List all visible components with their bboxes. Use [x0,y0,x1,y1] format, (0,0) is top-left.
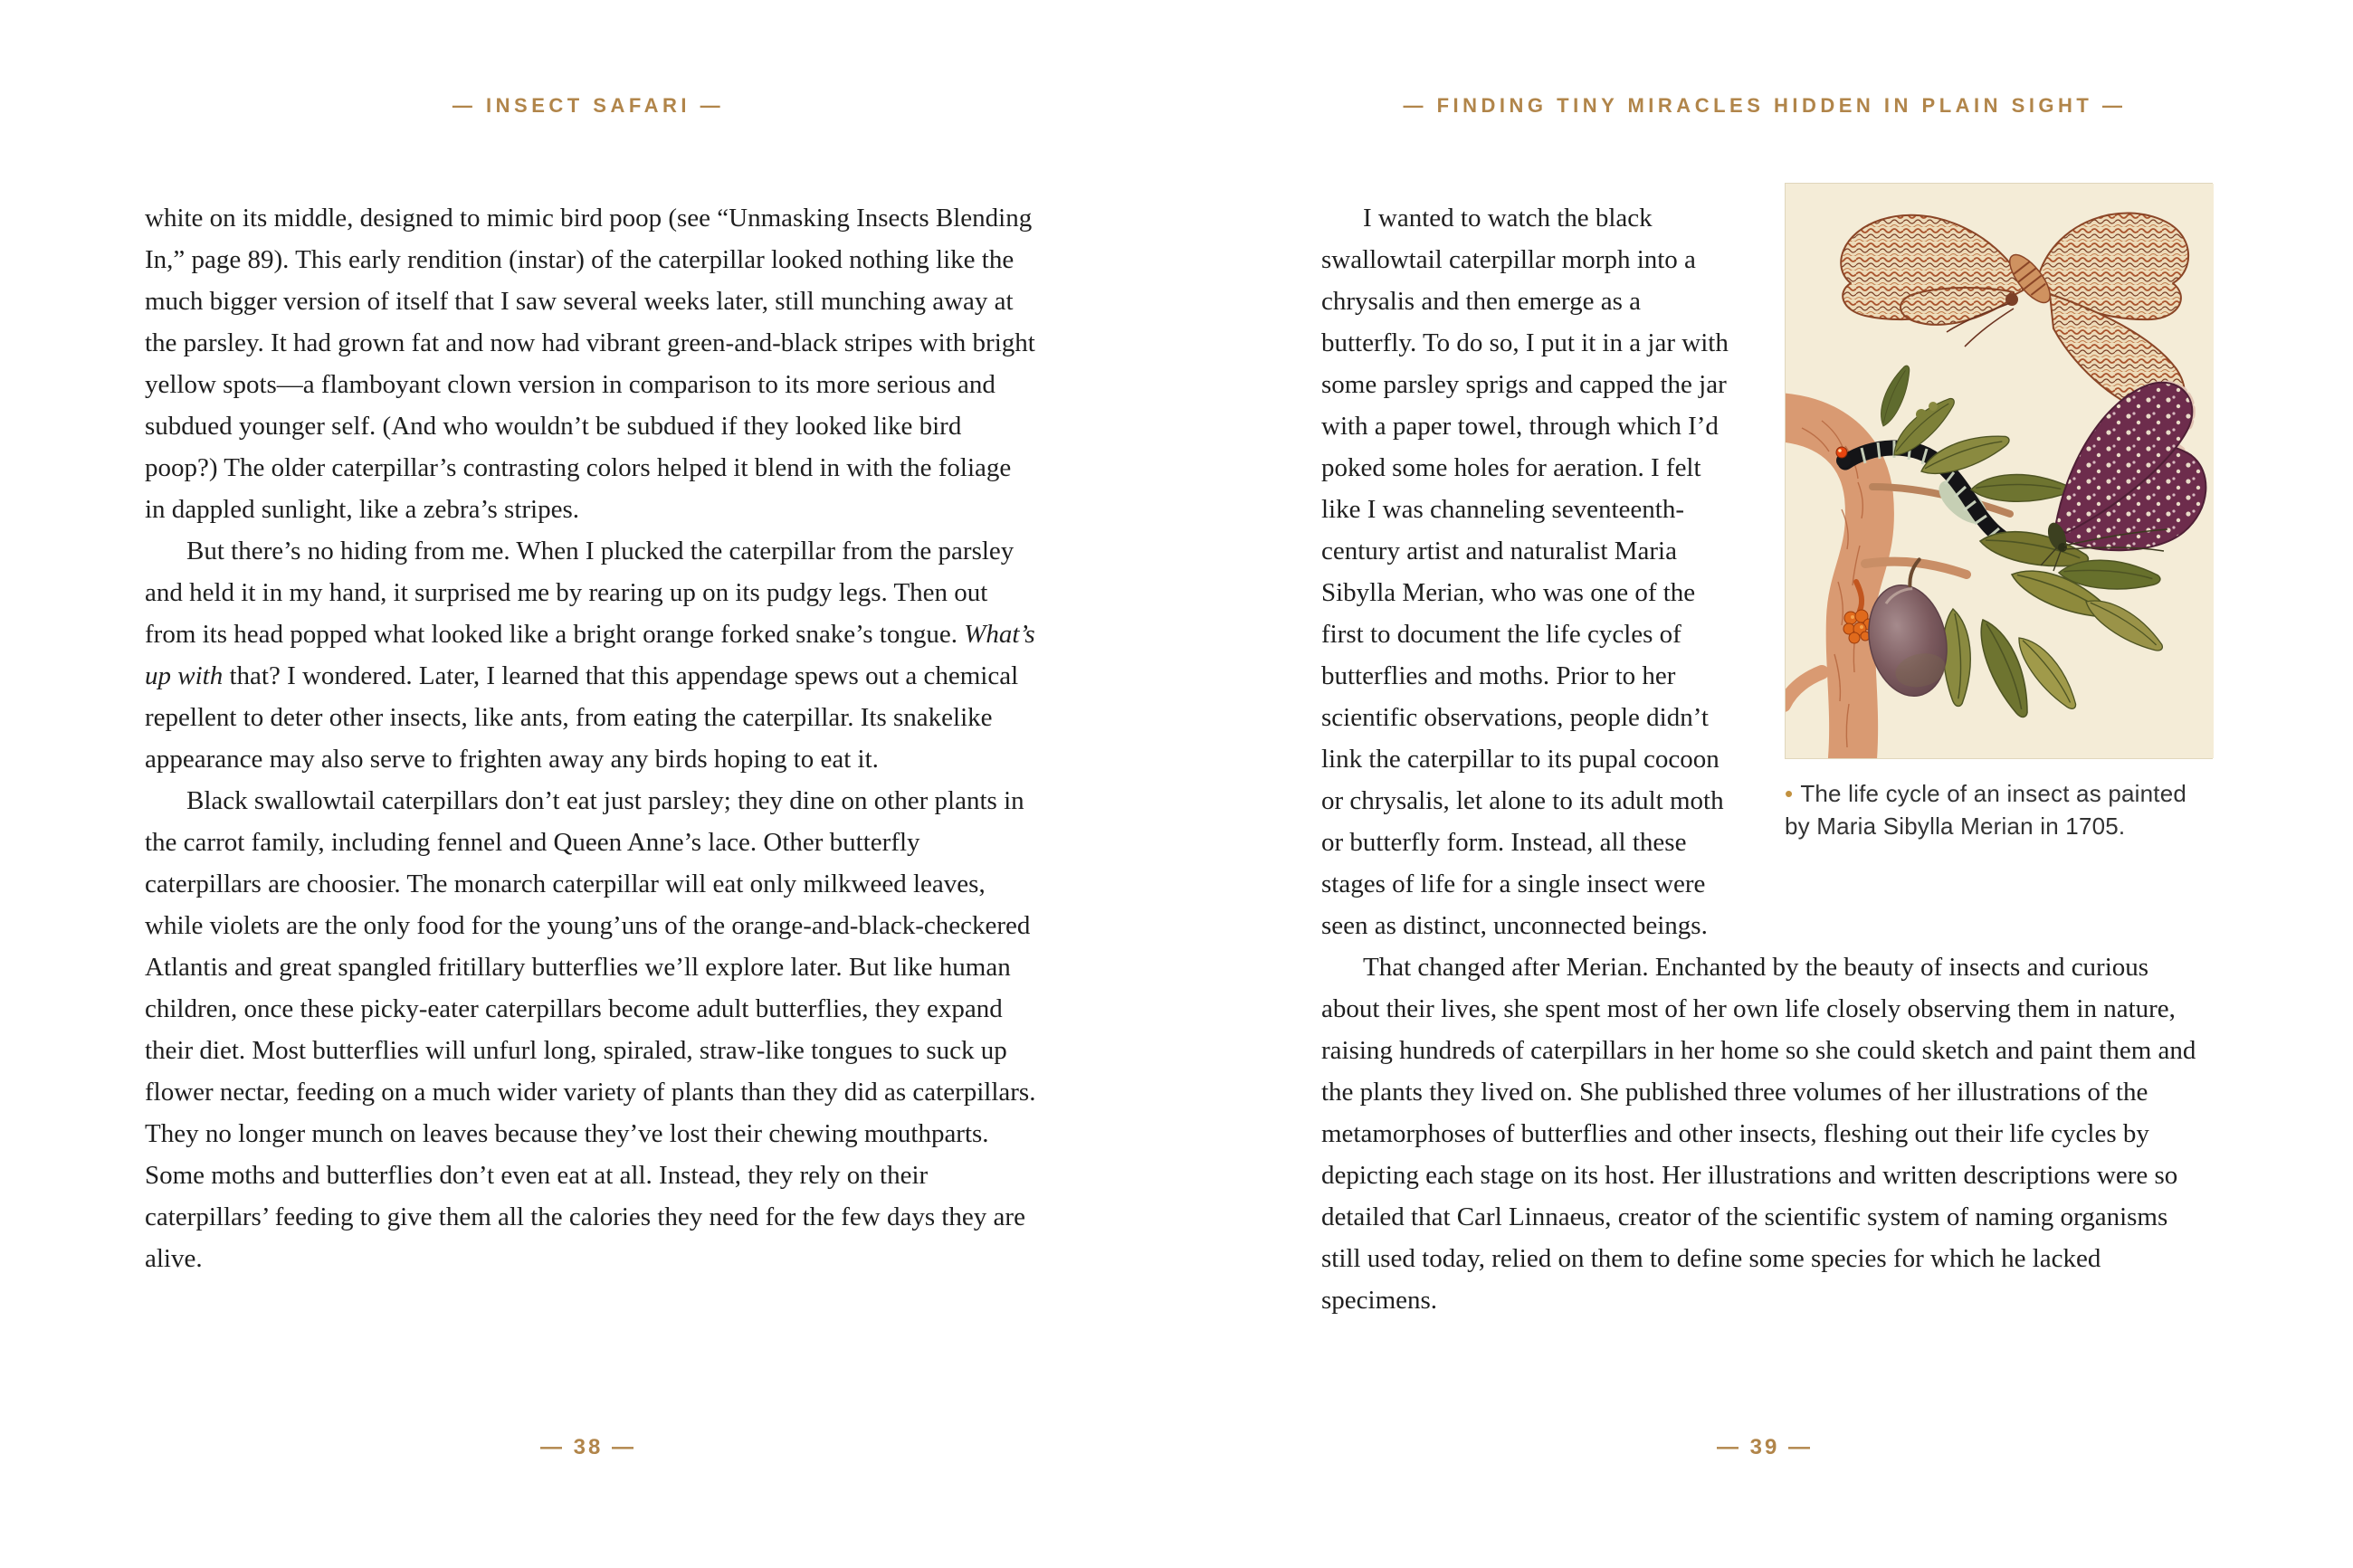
paragraph-text: that? I wondered. Later, I learned that this appendage spews out a chemical repellent to deter other insects, like ants, from eating the caterpillar. Its snakelike appearance may also serve to frighten away any birds hoping to eat it. [145,661,1019,774]
paragraph-text: But there’s no hiding from me. When I plucked the caterpillar from the parsley and held it in my hand, it surprised me by rearing up on its pudgy legs. Then out from its head popped what looked like a bright orange forked snake’s tongue. [145,537,1015,649]
paragraph [145,530,1036,780]
page-left [0,0,1176,1568]
merian-illustration-svg [1786,184,2214,758]
page-number-left: — 38 — [539,1435,637,1459]
caption-text: The life cycle of an insect as painted by Maria Sibylla Merian in 1705. [1785,780,2187,840]
running-header-right: — FINDING TINY MIRACLES HIDDEN IN PLAIN SIGHT — [1403,94,2127,117]
italic-phrase: What’s up with [145,620,1035,690]
left-body-text [145,197,1036,1279]
paragraph: I wanted to watch the black swallowtail caterpillar morph into a chrysalis and then emerge as a butterfly. To do so, I put it in a jar with some parsley sprigs and capped the jar with a paper towel, through which I’d poked some holes for aeration. I felt like I was channeling seventeenth-century artist and naturalist Maria Sibylla Merian, who was one of the first to document the life cycles of butterflies and moths. Prior to her scientific observations, people didn’t link the caterpillar to its pupal cocoon or chrysalis, let alone to its adult moth or butterfly form. Instead, all these stages of life for a single insect were seen as distinct, unconnected beings. [1321,204,1729,940]
paragraph: white on its middle, designed to mimic bird poop (see “Unmasking Insects Blending In,” page 89). This early rendition (instar) of the caterpillar looked nothing like the much bigger version of itself that I saw several weeks later, still munching away at the parsley. It had grown fat and now had vibrant green-and-black stripes with bright yellow spots—a flamboyant clown version in comparison to its more serious and subdued younger self. (And who wouldn’t be subdued if they looked like bird poop?) The older caterpillar’s contrasting colors helped it blend in with the foliage in dappled sunlight, like a zebra’s stripes. [145,204,1035,524]
merian-figure [1756,183,2213,842]
caption-bullet-icon: • [1785,780,1794,807]
page-number-right: — 39 — [1716,1435,1814,1459]
paragraph: That changed after Merian. Enchanted by the beauty of insects and curious about their lives, she spent most of her own life closely observing them in nature, raising hundreds of caterpillars in her home so she could sketch and paint them and the plants they lived on. She published three volumes of her illustrations of the metamorphoses of butterflies and other insects, fleshing out their life cycles by depicting each stage on its host. Her illustrations and written descriptions were so detailed that Carl Linnaeus, creator of the scientific system of naming organisms still used today, relied on them to define some species for which he lacked specimens. [1321,953,2196,1315]
page-right [1176,0,2353,1568]
merian-illustration [1785,183,2213,759]
paragraph: Black swallowtail caterpillars don’t eat just parsley; they dine on other plants in the carrot family, including fennel and Queen Anne’s lace. Other butterfly caterpillars are choosier. The monarch caterpillar will eat only milkweed leaves, while violets are the only food for the young’uns of the orange-and-black-checkered Atlantis and great spangled fritillary butterflies we’ll explore later. But like human children, once these picky-eater caterpillars become adult butterflies, they expand their diet. Most butterflies will unfurl long, spiraled, straw-like tongues to suck up flower nectar, feeding on a much wider variety of plants than they did as caterpillars. They no longer munch on leaves because they’ve lost their chewing mouthparts. Some moths and butterflies don’t even eat at all. Instead, they rely on their caterpillars’ feeding to give them all the calories they need for the few days they are alive. [145,786,1036,1273]
right-body-text [1321,197,2213,1321]
running-header-left: — INSECT SAFARI — [452,94,725,117]
figure-caption [1785,777,2213,842]
